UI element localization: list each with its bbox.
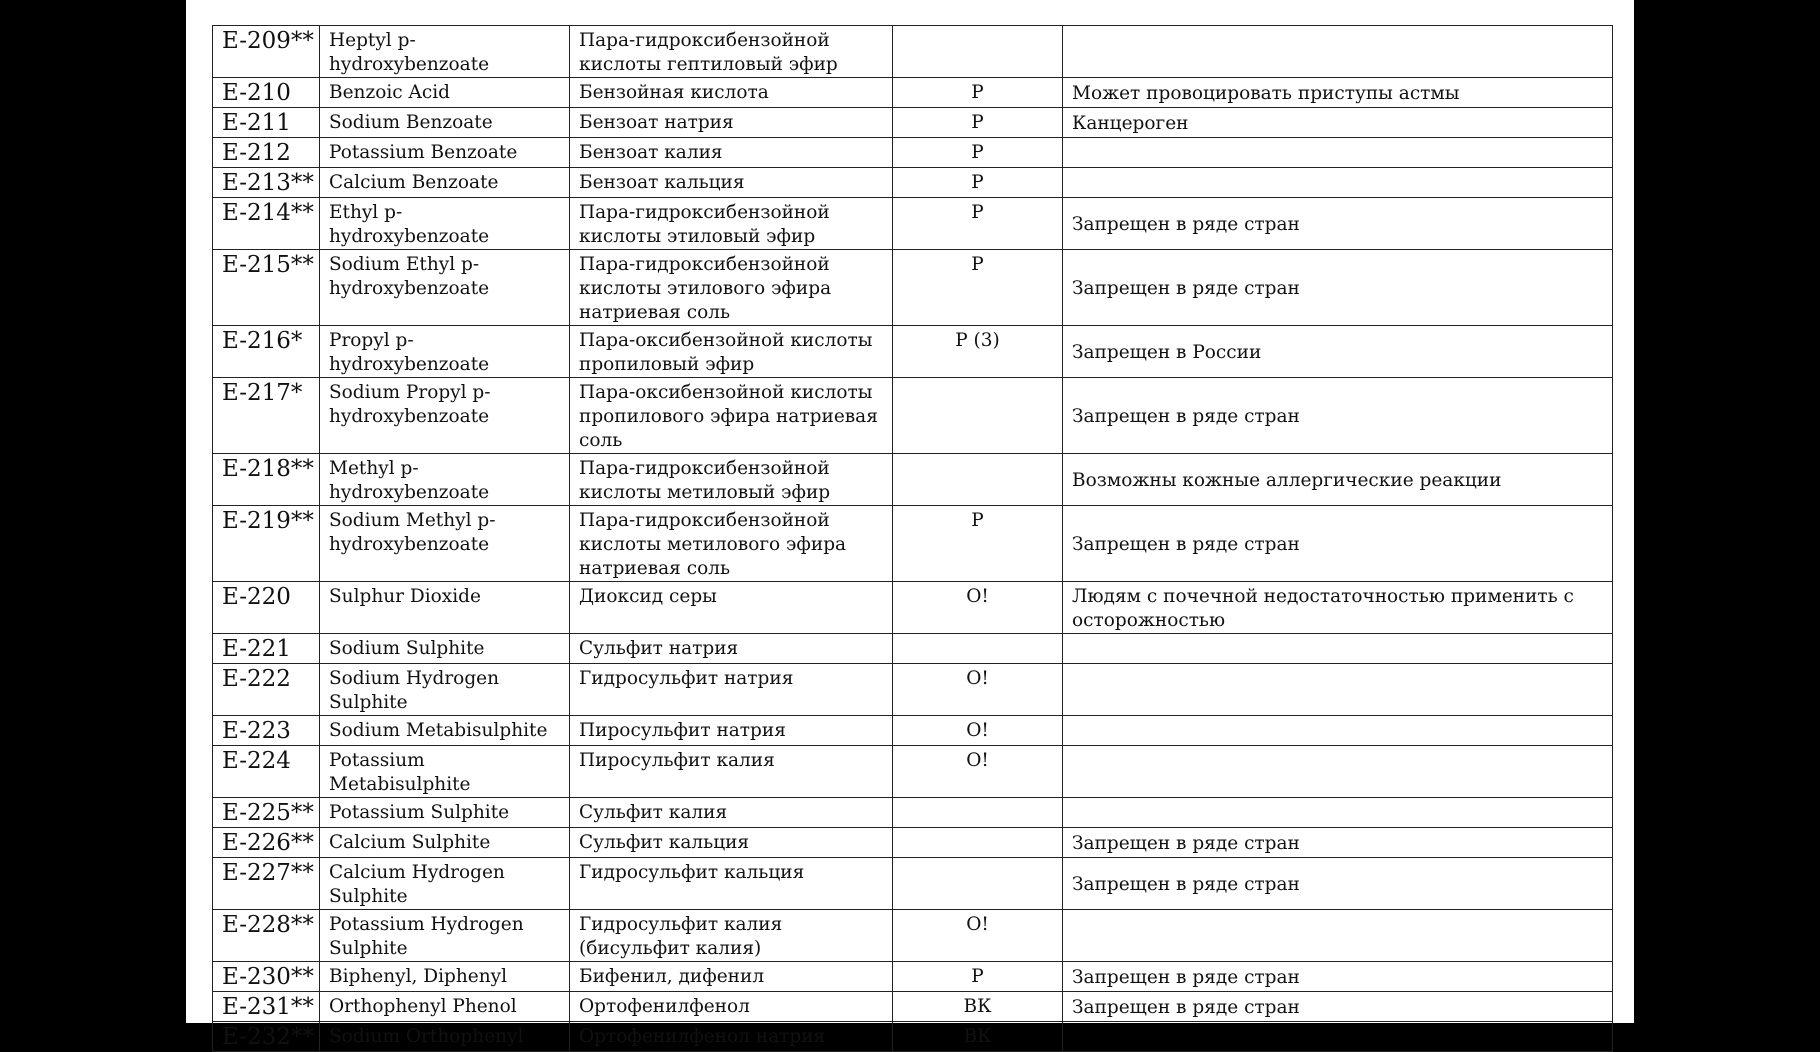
note-cell: Может провоцировать приступы астмы: [1063, 78, 1613, 108]
table-row: [213, 910, 1613, 962]
russian-name-cell: Бензоат калия: [570, 138, 893, 168]
table-row: [213, 798, 1613, 828]
english-name-cell: Potassium Sulphite: [320, 798, 570, 828]
note-cell: [1063, 910, 1613, 962]
note-cell: [1063, 26, 1613, 78]
russian-name-cell: Пара-гидроксибензойной кислоты метиловый эфир: [570, 454, 893, 506]
note-cell: Запрещен в России: [1063, 326, 1613, 378]
code-cell: E-212: [213, 138, 320, 168]
english-name-cell: Potassium Benzoate: [320, 138, 570, 168]
table-row: [213, 962, 1613, 992]
status-cell: О!: [893, 664, 1063, 716]
note-cell: Запрещен в ряде стран: [1063, 506, 1613, 582]
status-cell: О!: [893, 716, 1063, 746]
english-name-cell: Sodium Propyl p-hydroxybenzoate: [320, 378, 570, 454]
document-page: [186, 0, 1634, 1050]
english-name-cell: Sodium Hydrogen Sulphite: [320, 664, 570, 716]
english-name-cell: Potassium Hydrogen Sulphite: [320, 910, 570, 962]
note-cell: Запрещен в ряде стран: [1063, 198, 1613, 250]
english-name-cell: Sodium Orthophenyl: [320, 1022, 570, 1052]
russian-name-cell: Гидросульфит натрия: [570, 664, 893, 716]
table-row: [213, 582, 1613, 634]
status-cell: Р: [893, 108, 1063, 138]
additives-table: [212, 25, 1613, 1052]
status-cell: ВК: [893, 992, 1063, 1022]
note-cell: [1063, 138, 1613, 168]
english-name-cell: Sodium Sulphite: [320, 634, 570, 664]
table-row: [213, 828, 1613, 858]
russian-name-cell: Бифенил, дифенил: [570, 962, 893, 992]
status-cell: Р (3): [893, 326, 1063, 378]
status-cell: [893, 634, 1063, 664]
russian-name-cell: Бензоат кальция: [570, 168, 893, 198]
english-name-cell: Sodium Ethyl p-hydroxybenzoate: [320, 250, 570, 326]
english-name-cell: Propyl p-hydroxybenzoate: [320, 326, 570, 378]
english-name-cell: Heptyl p-hydroxybenzoate: [320, 26, 570, 78]
note-cell: [1063, 716, 1613, 746]
table-row: [213, 326, 1613, 378]
table-row: [213, 250, 1613, 326]
status-cell: [893, 454, 1063, 506]
code-cell: E-217*: [213, 378, 320, 454]
status-cell: [893, 378, 1063, 454]
english-name-cell: Orthophenyl Phenol: [320, 992, 570, 1022]
russian-name-cell: Бензойная кислота: [570, 78, 893, 108]
english-name-cell: Methyl p-hydroxybenzoate: [320, 454, 570, 506]
english-name-cell: Biphenyl, Diphenyl: [320, 962, 570, 992]
code-cell: E-220: [213, 582, 320, 634]
table-row: [213, 1022, 1613, 1052]
note-cell: [1063, 746, 1613, 798]
table-row: [213, 168, 1613, 198]
english-name-cell: Calcium Sulphite: [320, 828, 570, 858]
code-cell: E-227**: [213, 858, 320, 910]
note-cell: Запрещен в ряде стран: [1063, 250, 1613, 326]
code-cell: E-214**: [213, 198, 320, 250]
note-cell: Запрещен в ряде стран: [1063, 378, 1613, 454]
table-row: [213, 138, 1613, 168]
code-cell: E-222: [213, 664, 320, 716]
status-cell: Р: [893, 506, 1063, 582]
table-row: [213, 454, 1613, 506]
code-cell: E-215**: [213, 250, 320, 326]
note-cell: Возможны кожные аллергические реакции: [1063, 454, 1613, 506]
note-cell: [1063, 798, 1613, 828]
russian-name-cell: Пара-оксибензойной кислоты пропилового эфира натриевая соль: [570, 378, 893, 454]
russian-name-cell: Сульфит натрия: [570, 634, 893, 664]
table-row: [213, 78, 1613, 108]
status-cell: Р: [893, 138, 1063, 168]
status-cell: О!: [893, 582, 1063, 634]
russian-name-cell: Гидросульфит кальция: [570, 858, 893, 910]
code-cell: E-228**: [213, 910, 320, 962]
russian-name-cell: Пиросульфит натрия: [570, 716, 893, 746]
table-row: [213, 716, 1613, 746]
english-name-cell: Sodium Benzoate: [320, 108, 570, 138]
code-cell: E-232**: [213, 1022, 320, 1052]
table-row: [213, 634, 1613, 664]
russian-name-cell: Пара-гидроксибензойной кислоты гептиловый эфир: [570, 26, 893, 78]
code-cell: E-230**: [213, 962, 320, 992]
note-cell: [1063, 168, 1613, 198]
table-row: [213, 378, 1613, 454]
code-cell: E-219**: [213, 506, 320, 582]
table-row: [213, 506, 1613, 582]
note-cell: [1063, 634, 1613, 664]
code-cell: E-216*: [213, 326, 320, 378]
russian-name-cell: Пиросульфит калия: [570, 746, 893, 798]
code-cell: E-218**: [213, 454, 320, 506]
table-row: [213, 858, 1613, 910]
status-cell: [893, 798, 1063, 828]
status-cell: О!: [893, 746, 1063, 798]
status-cell: Р: [893, 78, 1063, 108]
english-name-cell: Sodium Metabisulphite: [320, 716, 570, 746]
status-cell: Р: [893, 962, 1063, 992]
additives-table-body: [213, 26, 1613, 1052]
russian-name-cell: Пара-оксибензойной кислоты пропиловый эфир: [570, 326, 893, 378]
russian-name-cell: Сульфит калия: [570, 798, 893, 828]
code-cell: E-223: [213, 716, 320, 746]
code-cell: E-226**: [213, 828, 320, 858]
status-cell: Р: [893, 250, 1063, 326]
status-cell: Р: [893, 198, 1063, 250]
english-name-cell: Calcium Hydrogen Sulphite: [320, 858, 570, 910]
russian-name-cell: Гидросульфит калия (бисульфит калия): [570, 910, 893, 962]
status-cell: Р: [893, 168, 1063, 198]
russian-name-cell: Пара-гидроксибензойной кислоты метилового эфира натриевая соль: [570, 506, 893, 582]
code-cell: E-224: [213, 746, 320, 798]
code-cell: E-221: [213, 634, 320, 664]
table-row: [213, 108, 1613, 138]
code-cell: E-209**: [213, 26, 320, 78]
status-cell: ВК: [893, 1022, 1063, 1052]
note-cell: Запрещен в ряде стран: [1063, 962, 1613, 992]
english-name-cell: Ethyl p-hydroxybenzoate: [320, 198, 570, 250]
table-row: [213, 198, 1613, 250]
table-row: [213, 664, 1613, 716]
code-cell: E-225**: [213, 798, 320, 828]
russian-name-cell: Ортофенилфенол: [570, 992, 893, 1022]
russian-name-cell: Бензоат натрия: [570, 108, 893, 138]
status-cell: [893, 26, 1063, 78]
english-name-cell: Sodium Methyl p-hydroxybenzoate: [320, 506, 570, 582]
status-cell: О!: [893, 910, 1063, 962]
code-cell: E-213**: [213, 168, 320, 198]
code-cell: E-211: [213, 108, 320, 138]
english-name-cell: Benzoic Acid: [320, 78, 570, 108]
note-cell: [1063, 664, 1613, 716]
russian-name-cell: Сульфит кальция: [570, 828, 893, 858]
russian-name-cell: Ортофенилфенол натрия: [570, 1022, 893, 1052]
note-cell: Запрещен в ряде стран: [1063, 858, 1613, 910]
russian-name-cell: Диоксид серы: [570, 582, 893, 634]
note-cell: Канцероген: [1063, 108, 1613, 138]
english-name-cell: Calcium Benzoate: [320, 168, 570, 198]
english-name-cell: Sulphur Dioxide: [320, 582, 570, 634]
status-cell: [893, 858, 1063, 910]
note-cell: [1063, 1022, 1613, 1052]
russian-name-cell: Пара-гидроксибензойной кислоты этилового эфира натриевая соль: [570, 250, 893, 326]
note-cell: Запрещен в ряде стран: [1063, 828, 1613, 858]
table-row: [213, 26, 1613, 78]
table-row: [213, 746, 1613, 798]
code-cell: E-210: [213, 78, 320, 108]
code-cell: E-231**: [213, 992, 320, 1022]
table-row: [213, 992, 1613, 1022]
note-cell: Запрещен в ряде стран: [1063, 992, 1613, 1022]
status-cell: [893, 828, 1063, 858]
russian-name-cell: Пара-гидроксибензойной кислоты этиловый эфир: [570, 198, 893, 250]
note-cell: Людям с почечной недостаточностью применить с осторожностью: [1063, 582, 1613, 634]
english-name-cell: Potassium Metabisulphite: [320, 746, 570, 798]
